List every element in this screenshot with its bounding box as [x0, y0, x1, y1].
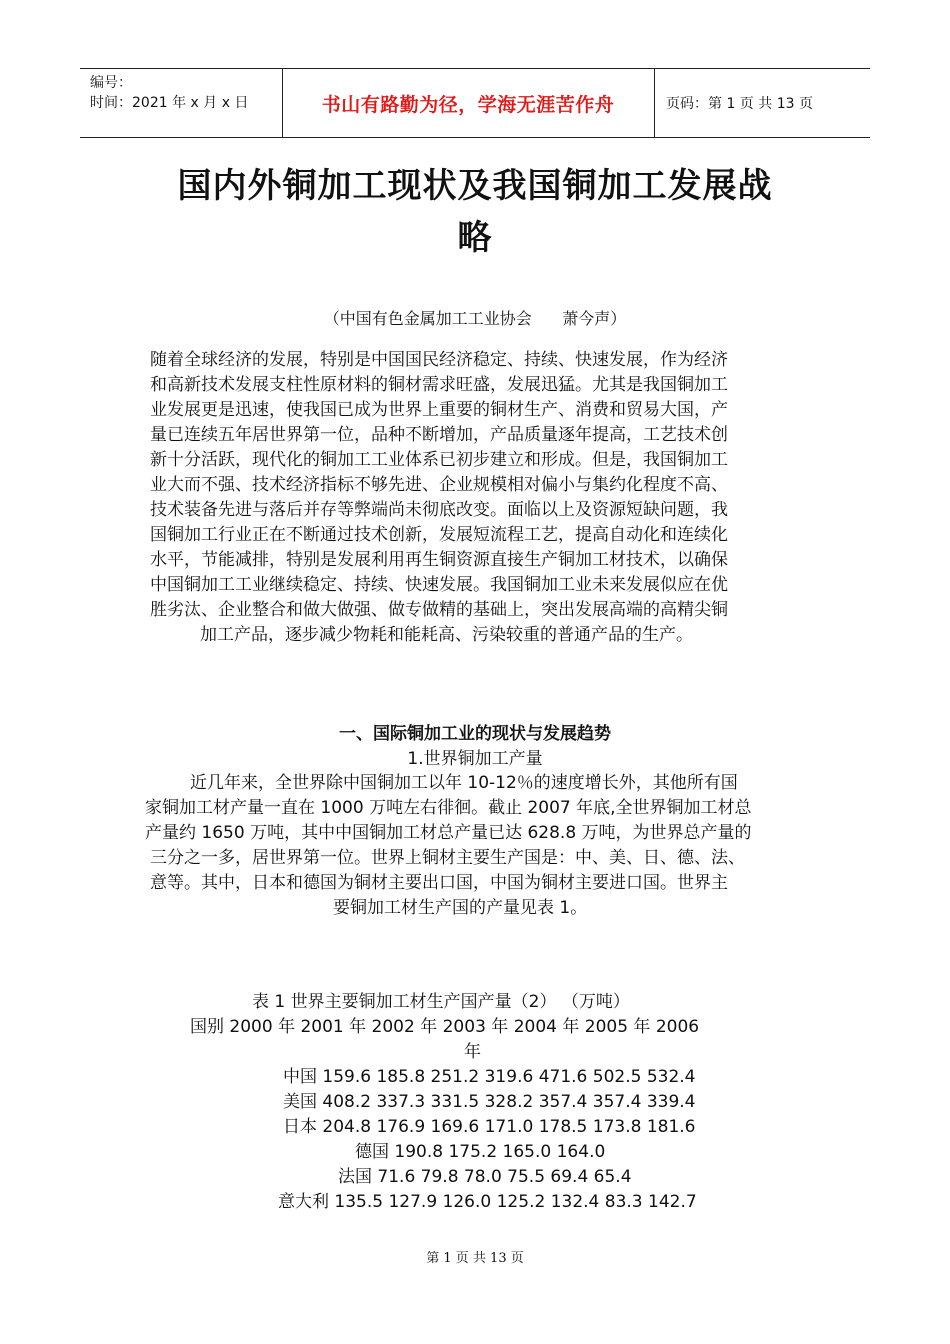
table-row: 法国 71.6 79.8 78.0 75.5 69.4 65.4: [338, 1167, 632, 1187]
intro-line: 中国铜加工工业继续稳定、持续、快速发展。我国铜加工业未来发展似应在优: [150, 575, 728, 595]
header-motto: 书山有路勤为径，学海无涯苦作舟: [321, 93, 615, 116]
header-page-info: 页码：第 1 页 共 13 页: [666, 96, 813, 112]
header-divider: [654, 69, 655, 137]
sub-heading: 1.世界铜加工产量: [407, 749, 543, 769]
section-line: 家铜加工材产量一直在 1000 万吨左右徘徊。截止 2007 年底,全世界铜加工材总: [145, 798, 752, 818]
section-line: 三分之一多，居世界第一位。世界上铜材主要生产国是：中、美、日、德、法、: [150, 848, 745, 868]
table-caption: 表 1 世界主要铜加工材生产国产量（2） （万吨）: [252, 992, 630, 1012]
intro-line: 业发展更是迅速，使我国已成为世界上重要的铜材生产、消费和贸易大国，产: [150, 400, 728, 420]
intro-line: 胜劣汰、企业整合和做大做强、做专做精的基础上，突出发展高端的高精尖铜: [150, 600, 728, 620]
title-line-2: 略: [457, 218, 493, 258]
number-label: 编号：: [90, 75, 132, 91]
title-line-1: 国内外铜加工现状及我国铜加工发展战: [177, 166, 773, 206]
table-row: 日本 204.8 176.9 169.6 171.0 178.5 173.8 181.6: [283, 1117, 696, 1137]
table-row: 美国 408.2 337.3 331.5 328.2 357.4 357.4 339.4: [283, 1092, 696, 1112]
page-footer: 第 1 页 共 13 页: [426, 1251, 524, 1266]
table-row: 德国 190.8 175.2 165.0 164.0: [355, 1142, 606, 1162]
section-line: 近几年来，全世界除中国铜加工以年 10-12％的速度增长外，其他所有国: [190, 773, 738, 793]
table-row: 意大利 135.5 127.9 126.0 125.2 132.4 83.3 142.7: [278, 1192, 697, 1212]
intro-line: 技术装备先进与落后并存等弊端尚未彻底改变。面临以上及资源短缺问题，我: [150, 500, 728, 520]
section-line: 意等。其中，日本和德国为铜材主要出口国，中国为铜材主要进口国。世界主: [150, 873, 728, 893]
intro-line: 随着全球经济的发展，特别是中国国民经济稳定、持续、快速发展，作为经济: [150, 350, 728, 370]
section-line: 要铜加工材生产国的产量见表 1。: [333, 898, 588, 918]
intro-line: 水平，节能减排，特别是发展利用再生铜资源直接生产铜加工材技术，以确保: [150, 550, 728, 570]
document-title: [120, 160, 830, 264]
table-header-wrap: 年: [464, 1042, 481, 1062]
intro-line: 加工产品，逐步减少物耗和能耗高、污染较重的普通产品的生产。: [200, 625, 693, 645]
author-byline: （中国有色金属加工工业协会 萧今声）: [323, 309, 627, 328]
table-header-row: 国别 2000 年 2001 年 2002 年 2003 年 2004 年 2005 年 2006: [190, 1017, 700, 1037]
table-row: 中国 159.6 185.8 251.2 319.6 471.6 502.5 532.4: [283, 1067, 696, 1087]
intro-line: 量已连续五年居世界第一位，品种不断增加，产品质量逐年提高，工艺技术创: [150, 425, 728, 445]
intro-line: 新十分活跃，现代化的铜加工工业体系已初步建立和形成。但是，我国铜加工: [150, 450, 728, 470]
intro-line: 业大而不强、技术经济指标不够先进、企业规模相对偏小与集约化程度不高、: [150, 475, 728, 495]
time-label: 时间：2021 年 x 月 x 日: [90, 95, 249, 111]
intro-line: 和高新技术发展支柱性原材料的铜材需求旺盛，发展迅猛。尤其是我国铜加工: [150, 375, 728, 395]
section-line: 产量约 1650 万吨，其中中国铜加工材总产量已达 628.8 万吨，为世界总产量的: [145, 823, 752, 843]
section-heading: 一、国际铜加工业的现状与发展趋势: [339, 724, 611, 744]
header-meta: [90, 73, 248, 113]
page-header: [80, 68, 870, 138]
intro-line: 国铜加工行业正在不断通过技术创新，发展短流程工艺，提高自动化和连续化: [150, 525, 728, 545]
